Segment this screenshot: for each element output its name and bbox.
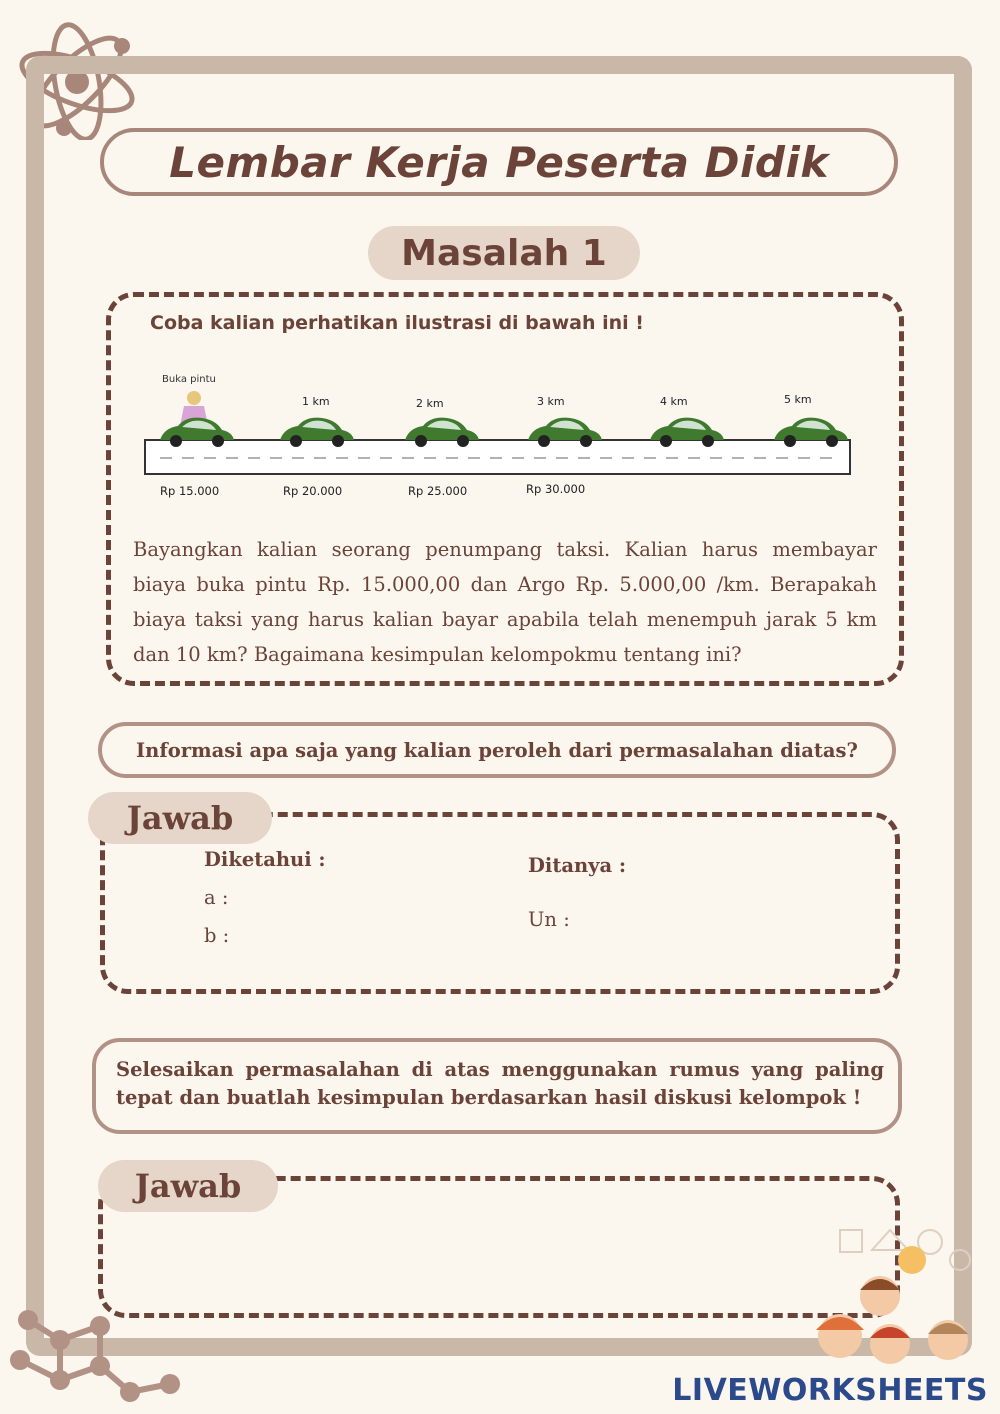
asked-un-field[interactable]: Un : bbox=[528, 908, 570, 931]
known-a-field[interactable]: a : bbox=[204, 886, 229, 909]
question-information: Informasi apa saja yang kalian peroleh dari permasalahan diatas? bbox=[98, 722, 896, 778]
asked-label: Ditanya : bbox=[528, 854, 627, 877]
km-label: 3 km bbox=[537, 395, 565, 408]
price-label: Rp 15.000 bbox=[160, 484, 220, 498]
question-solve: Selesaikan permasalahan di atas menggunakan rumus yang paling tepat dan buatlah kesimpulan berdasarkan hasil diskusi kelompok ! bbox=[92, 1038, 902, 1134]
page-title: Lembar Kerja Peserta Didik bbox=[169, 137, 829, 187]
known-label: Diketahui : bbox=[204, 848, 326, 871]
answer-label-1: Jawab bbox=[88, 792, 272, 844]
price-label: Rp 30.000 bbox=[526, 482, 586, 496]
liveworksheets-logo: LIVEWORKSHEETS bbox=[672, 1373, 988, 1408]
price-label: Rp 20.000 bbox=[283, 484, 343, 498]
answer-label-2: Jawab bbox=[98, 1160, 278, 1212]
price-label: Rp 25.000 bbox=[408, 484, 468, 498]
title-box bbox=[100, 128, 898, 196]
students-icon bbox=[800, 1220, 1000, 1380]
problem-label: Masalah 1 bbox=[368, 226, 640, 280]
known-b-field[interactable]: b : bbox=[204, 924, 230, 947]
problem-paragraph: Bayangkan kalian seorang penumpang taksi. Kalian harus membayar biaya buka pintu Rp. 15.000,00 dan Argo Rp. 5.000,00 /km. Berapakah biaya taksi yang harus kalian bayar apabila telah menempuh jarak 5 km dan 10 km? Bagaimana kesimpulan kelompokmu tentang ini? bbox=[133, 538, 877, 666]
problem-instruction: Coba kalian perhatikan ilustrasi di bawah ini ! bbox=[150, 312, 644, 334]
start-label: Buka pintu bbox=[162, 374, 216, 385]
taxi-illustration bbox=[140, 368, 860, 508]
km-label: 4 km bbox=[660, 395, 688, 408]
km-label: 2 km bbox=[416, 397, 444, 410]
km-label: 5 km bbox=[784, 393, 812, 406]
km-label: 1 km bbox=[302, 395, 330, 408]
